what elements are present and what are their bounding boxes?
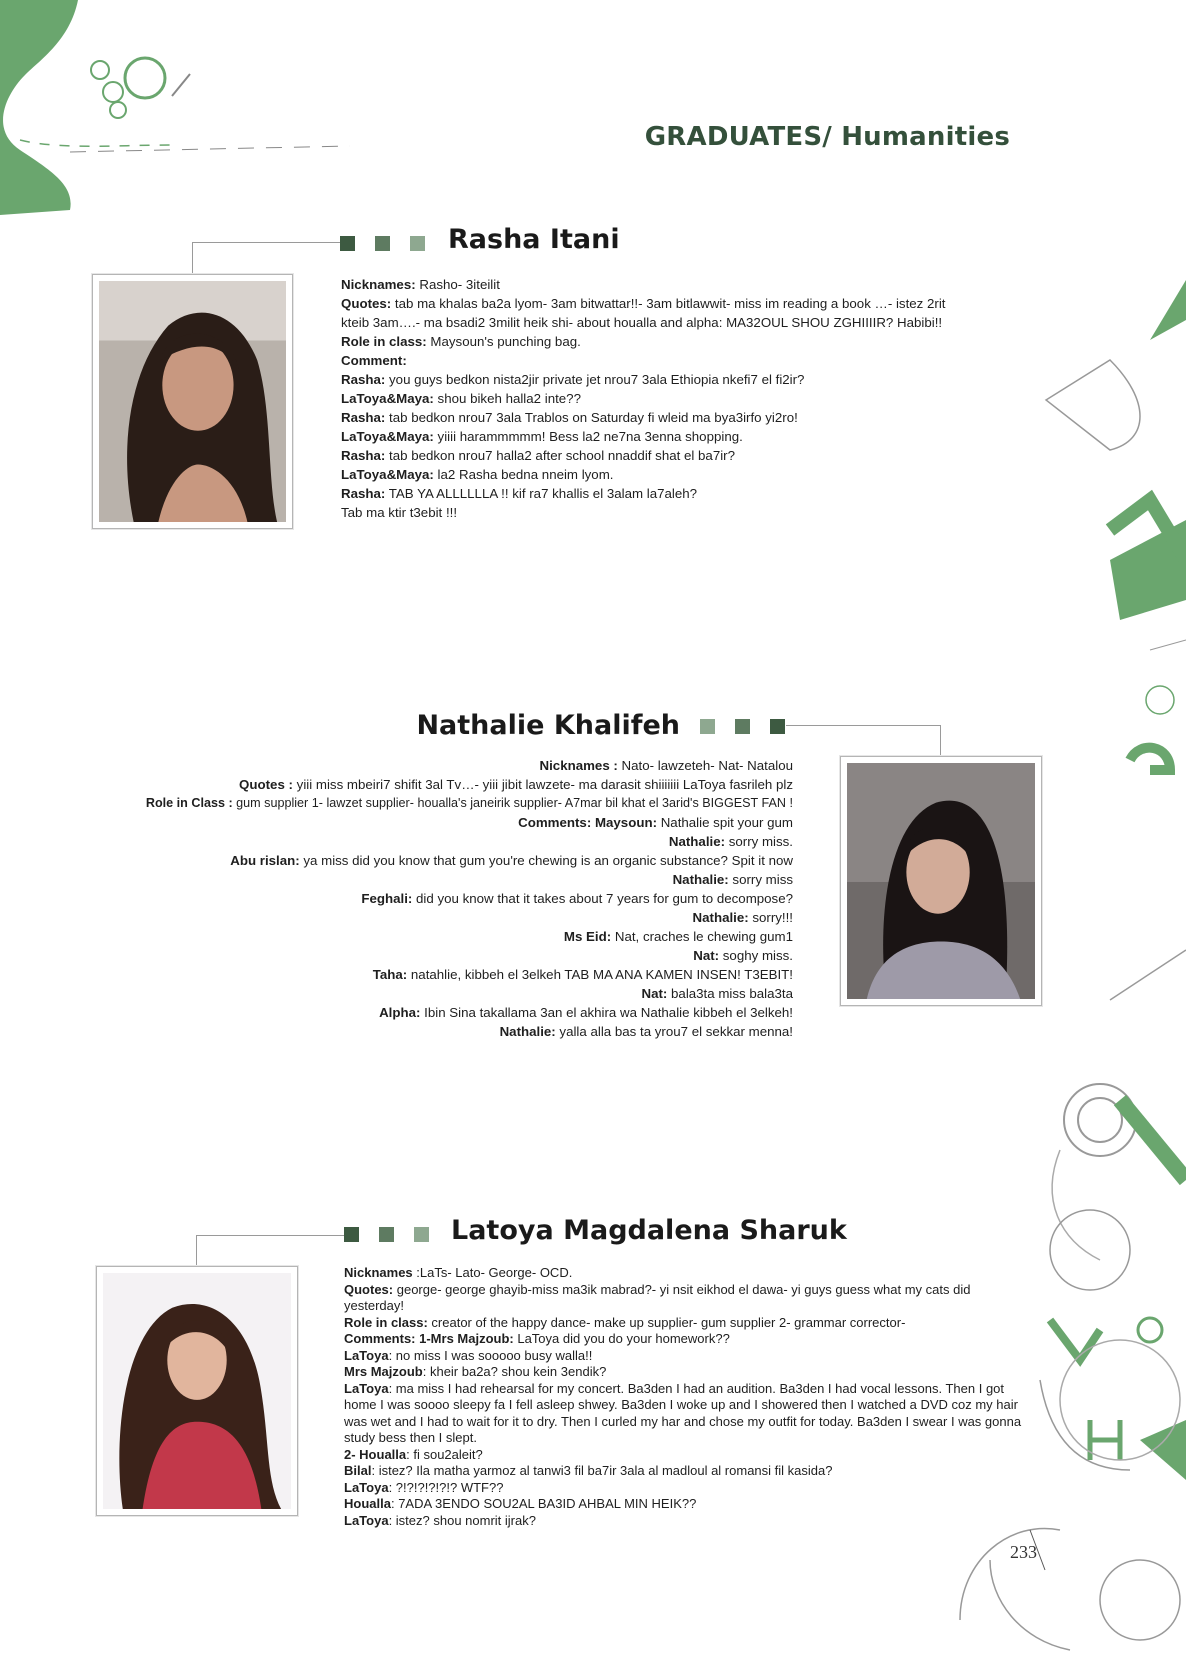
bullet-square [414, 1227, 429, 1242]
text-line: LaToya: ?!?!?!?!?!? WTF?? [344, 1479, 504, 1495]
connector-line [786, 725, 941, 757]
text-line: Quotes: tab ma khalas ba2a lyom- 3am bitwattar!!- 3am bitlawwit- miss im reading a book …- istez 2rit [341, 296, 946, 311]
student-name: Nathalie Khalifeh [416, 710, 680, 741]
text-line: LaToya&Maya: la2 Rasha bedna nneim lyom. [341, 467, 614, 482]
text-line: Nicknames: Rasho- 3iteilit [341, 277, 500, 292]
corner-logo-icon [91, 58, 190, 118]
text-line: Rasha: tab bedkon nrou7 3ala Trablos on Saturday fi wleid ma bya3irfo yi2ro! [341, 410, 798, 425]
text-line: Rasha: tab bedkon nrou7 halla2 after school nnaddif shat el ba7ir? [341, 448, 736, 463]
bullet-square [700, 719, 715, 734]
text-line: 2- Houalla: fi sou2aleit? [344, 1446, 483, 1462]
text-line: Role in Class : gum supplier 1- lawzet supplier- houalla's janeirik supplier- A7mar bil khat el 3arid's BIGGEST FAN ! [145, 796, 793, 810]
text-line: Mrs Majzoub: kheir ba2a? shou kein 3endik? [344, 1364, 607, 1379]
student-photo [92, 274, 293, 529]
text-line: Bilal: istez? Ila matha yarmoz al tanwi3 fil ba7ir 3ala al madloul al romansi fil kasida? [344, 1463, 833, 1478]
text-line: Nathalie: sorry miss [672, 872, 793, 887]
text-line: LaToya&Maya: yiiii harammmmm! Bess la2 ne7na 3enna shopping. [341, 429, 743, 444]
bullet-square [344, 1227, 359, 1242]
student-photo [840, 756, 1042, 1006]
text-line: Alpha: Ibin Sina takallama 3an el akhira wa Nathalie kibbeh el 3elkeh! [379, 1005, 793, 1020]
text-line: Rasha: TAB YA ALLLLLLA !! kif ra7 khallis el 3alam la7aleh? [341, 486, 698, 501]
text-line: Comments: Maysoun: Nathalie spit your gum [518, 815, 793, 830]
text-line: Ms Eid: Nat, craches le chewing gum1 [563, 929, 793, 944]
text-line: Nathalie: sorry miss. [668, 834, 793, 849]
text-line: Nicknames :LaTs- Lato- George- OCD. [344, 1265, 573, 1280]
text-line: Role in class: creator of the happy dance- make up supplier- gum supplier 2- grammar corrector- [344, 1314, 906, 1330]
text-line: Role in class: Maysoun's punching bag. [341, 334, 581, 349]
text-line: Feghali: did you know that it takes about 7 years for gum to decompose? [361, 891, 793, 906]
text-line: LaToya: no miss I was sooooo busy walla!! [344, 1347, 593, 1363]
text-line: LaToya&Maya: shou bikeh halla2 inte?? [341, 391, 581, 406]
bullet-square [340, 236, 355, 251]
text-line: Taha: natahlie, kibbeh el 3elkeh TAB MA ANA KAMEN INSEN! T3EBIT! [372, 967, 793, 982]
text-line: LaToya: ma miss I had rehearsal for my concert. Ba3den I had an audition. Ba3den I had vocal lessons. Then I got home I was soooo sleepy fa I fell asleep shwey. Ba3den I woke up and I showered then I watched a DVD coz my hair was wet and I had to wait for it to dry. Then I curled my har and chose my outfit for today. Ba3den I swear I was gonna study bess then I slept. [344, 1380, 1022, 1445]
text-line: LaToya: istez? shou nomrit ijrak? [344, 1512, 536, 1528]
text-line: Houalla: 7ADA 3ENDO SOU2AL BA3ID AHBAL MIN HEIK?? [344, 1496, 697, 1511]
text-line: Abu rislan: ya miss did you know that gum you're chewing is an organic substance? Spit it now [230, 853, 793, 868]
student-name: Latoya Magdalena Sharuk [451, 1215, 847, 1246]
text-line: Nathalie: yalla alla bas ta yrou7 el sekkar menna! [499, 1024, 793, 1039]
profile-text [341, 275, 1021, 522]
profile-text [100, 756, 793, 1041]
bullet-square [410, 236, 425, 251]
text-line: Nathalie: sorry!!! [692, 910, 793, 925]
bullet-square [379, 1227, 394, 1242]
text-line: Rasha: you guys bedkon nista2jir private jet nrou7 3ala Ethiopia nkefi7 el fi2ir? [341, 372, 805, 387]
student-name: Rasha Itani [448, 224, 620, 255]
text-line: Tab ma ktir t3ebit !!! [341, 505, 458, 520]
bullet-square [375, 236, 390, 251]
student-photo [96, 1266, 298, 1516]
text-line: Nat: bala3ta miss bala3ta [641, 986, 793, 1001]
profile-text [344, 1265, 1028, 1529]
connector-line [196, 1235, 345, 1268]
text-line: Quotes: george- george ghayib-miss ma3ik mabrad?- yi nsit eikhod el dawa- yi guys guess what my cats did yesterday! [344, 1281, 971, 1313]
text-line: kteib 3am….- ma bsadi2 3milit heik shi- about houalla and alpha: MA32OUL SHOU ZGHIIIIR? Habibi!! [341, 315, 943, 330]
bullet-square [735, 719, 750, 734]
page-title: GRADUATES/ Humanities [644, 122, 1010, 152]
text-line: Nicknames : Nato- lawzeteh- Nat- Natalou [539, 758, 793, 773]
text-line: Comment: [341, 353, 407, 368]
text-line: Nat: soghy miss. [693, 948, 793, 963]
text-line: Quotes : yiii miss mbeiri7 shifit 3al Tv…- yiii jibit lawzete- ma darasit shiiiiiii LaToya fasrileh plz [239, 777, 793, 792]
connector-line [192, 242, 341, 275]
text-line: Comments: 1-Mrs Majzoub: LaToya did you do your homework?? [344, 1331, 730, 1346]
page-number: 233 [1010, 1542, 1037, 1562]
corner-s-shape [0, 0, 78, 215]
bullet-square [770, 719, 785, 734]
